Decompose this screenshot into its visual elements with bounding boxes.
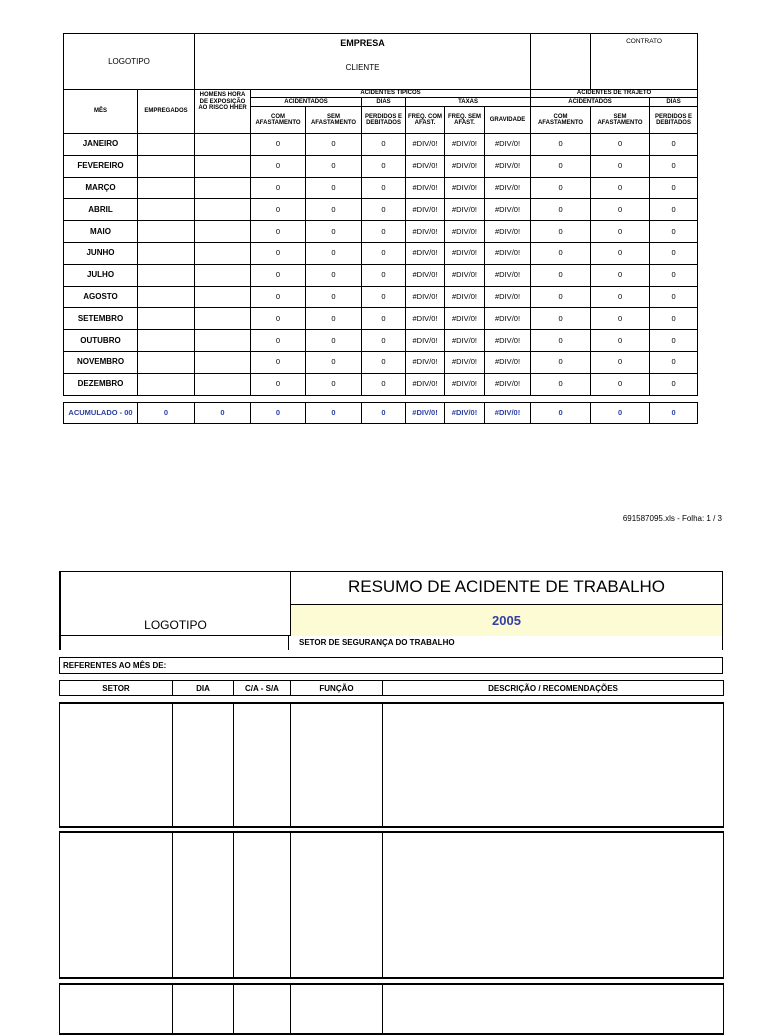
col-funcao: FUNÇÃO (291, 681, 383, 696)
logo-placeholder-2: LOGOTIPO (144, 618, 207, 632)
cell-freq-com: #DIV/0! (406, 155, 445, 177)
table-row (64, 351, 698, 373)
col-ca-sa: C/A - S/A (234, 681, 291, 696)
cell-trajeto-sem: 0 (591, 351, 650, 373)
cell-sem-afastamento: 0 (306, 308, 362, 330)
cell-perdidos: 0 (362, 242, 406, 264)
cell-gravidade: #DIV/0! (485, 330, 531, 352)
cell-month-name: AGOSTO (64, 286, 138, 308)
cell-hhe (195, 177, 251, 199)
cell-sem-afastamento: 0 (306, 242, 362, 264)
cell-trajeto-com: 0 (531, 308, 591, 330)
cell-trajeto-perdidos: 0 (650, 264, 698, 286)
total-sem: 0 (306, 402, 362, 423)
cell-com-afastamento: 0 (251, 286, 306, 308)
cell-trajeto-com: 0 (531, 330, 591, 352)
cell-month-name: JUNHO (64, 242, 138, 264)
cell-sem-afastamento: 0 (306, 373, 362, 395)
cell-gravidade: #DIV/0! (485, 199, 531, 221)
entry-dia[interactable] (173, 832, 234, 978)
cell-com-afastamento: 0 (251, 330, 306, 352)
cell-perdidos: 0 (362, 330, 406, 352)
entry-descricao[interactable] (383, 703, 724, 827)
cell-freq-sem: #DIV/0! (445, 155, 485, 177)
cell-freq-sem: #DIV/0! (445, 177, 485, 199)
col-sem-afastamento: SEM AFASTAMENTO (306, 107, 362, 134)
cell-sem-afastamento: 0 (306, 330, 362, 352)
cell-trajeto-sem: 0 (591, 330, 650, 352)
table-row (64, 242, 698, 264)
cell-hhe (195, 308, 251, 330)
report-entry-block (59, 831, 724, 979)
entry-setor[interactable] (60, 703, 173, 827)
cell-freq-sem: #DIV/0! (445, 330, 485, 352)
cell-trajeto-perdidos: 0 (650, 177, 698, 199)
table-row (64, 221, 698, 243)
cell-trajeto-com: 0 (531, 242, 591, 264)
cell-freq-com: #DIV/0! (406, 308, 445, 330)
cell-month-name: DEZEMBRO (64, 373, 138, 395)
table-row (64, 308, 698, 330)
total-label: ACUMULADO - 00 (64, 402, 138, 423)
col-perdidos: PERDIDOS E DEBITADOS (362, 107, 406, 134)
cell-trajeto-sem: 0 (591, 373, 650, 395)
cell-hhe (195, 286, 251, 308)
company-block (195, 34, 531, 90)
col-empregados: EMPREGADOS (138, 90, 195, 134)
cell-perdidos: 0 (362, 264, 406, 286)
total-freq-com: #DIV/0! (406, 402, 445, 423)
total-perdidos: 0 (362, 402, 406, 423)
cell-empregados (138, 308, 195, 330)
cell-month-name: SETEMBRO (64, 308, 138, 330)
cell-month-name: NOVEMBRO (64, 351, 138, 373)
col-dia: DIA (173, 681, 234, 696)
total-empregados: 0 (138, 402, 195, 423)
cell-hhe (195, 221, 251, 243)
cell-freq-com: #DIV/0! (406, 221, 445, 243)
report-entry-block (59, 702, 724, 828)
cell-perdidos: 0 (362, 308, 406, 330)
col-perdidos-trajeto: PERDIDOS E DEBITADOS (650, 107, 698, 134)
cell-com-afastamento: 0 (251, 242, 306, 264)
cell-gravidade: #DIV/0! (485, 134, 531, 156)
table-row (64, 330, 698, 352)
entry-ca-sa[interactable] (234, 984, 291, 1034)
report-year: 2005 (291, 604, 722, 636)
sub-taxas: TAXAS (406, 98, 531, 107)
cell-month-name: JULHO (64, 264, 138, 286)
cell-empregados (138, 286, 195, 308)
cell-trajeto-sem: 0 (591, 177, 650, 199)
entry-funcao[interactable] (291, 984, 383, 1034)
cell-hhe (195, 373, 251, 395)
table-row (64, 373, 698, 395)
cell-hhe (195, 351, 251, 373)
total-com: 0 (251, 402, 306, 423)
referentes-field: REFERENTES AO MÊS DE: (59, 657, 723, 674)
cell-hhe (195, 199, 251, 221)
cell-freq-com: #DIV/0! (406, 134, 445, 156)
col-com-afastamento-trajeto: COM AFASTAMENTO (531, 107, 591, 134)
logo-placeholder: LOGOTIPO (64, 34, 195, 90)
table-row (64, 155, 698, 177)
cell-hhe (195, 242, 251, 264)
cell-trajeto-perdidos: 0 (650, 242, 698, 264)
cell-hhe (195, 155, 251, 177)
sub-acidentados-trajeto: ACIDENTADOS (531, 98, 650, 107)
cell-trajeto-perdidos: 0 (650, 134, 698, 156)
cell-trajeto-sem: 0 (591, 286, 650, 308)
cell-trajeto-com: 0 (531, 373, 591, 395)
total-gravidade: #DIV/0! (485, 402, 531, 423)
cell-perdidos: 0 (362, 134, 406, 156)
month-rows (64, 134, 698, 396)
cell-month-name: JANEIRO (64, 134, 138, 156)
cell-trajeto-com: 0 (531, 134, 591, 156)
total-row (64, 402, 698, 423)
col-gravidade: GRAVIDADE (485, 107, 531, 134)
cell-freq-com: #DIV/0! (406, 330, 445, 352)
cell-trajeto-com: 0 (531, 155, 591, 177)
cell-com-afastamento: 0 (251, 177, 306, 199)
blank-cell (531, 34, 591, 90)
report-header (59, 571, 723, 636)
entry-ca-sa[interactable] (234, 832, 291, 978)
cell-trajeto-perdidos: 0 (650, 308, 698, 330)
cell-com-afastamento: 0 (251, 199, 306, 221)
cell-freq-sem: #DIV/0! (445, 242, 485, 264)
cell-empregados (138, 351, 195, 373)
cell-trajeto-com: 0 (531, 264, 591, 286)
cell-sem-afastamento: 0 (306, 134, 362, 156)
cell-sem-afastamento: 0 (306, 177, 362, 199)
cell-freq-sem: #DIV/0! (445, 199, 485, 221)
report-entry-block (59, 983, 724, 1035)
entry-dia[interactable] (173, 984, 234, 1034)
cell-sem-afastamento: 0 (306, 351, 362, 373)
cell-gravidade: #DIV/0! (485, 373, 531, 395)
cell-trajeto-perdidos: 0 (650, 221, 698, 243)
cell-gravidade: #DIV/0! (485, 221, 531, 243)
table-row (64, 264, 698, 286)
total-hhe: 0 (195, 402, 251, 423)
col-com-afastamento: COM AFASTAMENTO (251, 107, 306, 134)
cell-sem-afastamento: 0 (306, 264, 362, 286)
total-trajeto-com: 0 (531, 402, 591, 423)
cell-hhe (195, 330, 251, 352)
table-row (64, 199, 698, 221)
cell-perdidos: 0 (362, 199, 406, 221)
total-trajeto-sem: 0 (591, 402, 650, 423)
table-row (64, 177, 698, 199)
cell-hhe (195, 264, 251, 286)
cell-sem-afastamento: 0 (306, 286, 362, 308)
sub-dias: DIAS (362, 98, 406, 107)
cell-perdidos: 0 (362, 177, 406, 199)
cell-com-afastamento: 0 (251, 351, 306, 373)
cell-trajeto-sem: 0 (591, 221, 650, 243)
cell-trajeto-com: 0 (531, 177, 591, 199)
cell-empregados (138, 134, 195, 156)
cell-month-name: MAIO (64, 221, 138, 243)
entry-descricao[interactable] (383, 984, 724, 1034)
cell-freq-sem: #DIV/0! (445, 134, 485, 156)
cell-gravidade: #DIV/0! (485, 351, 531, 373)
entry-ca-sa[interactable] (234, 703, 291, 827)
cell-trajeto-sem: 0 (591, 242, 650, 264)
cell-sem-afastamento: 0 (306, 199, 362, 221)
spacer (64, 395, 698, 402)
cell-freq-com: #DIV/0! (406, 199, 445, 221)
cell-freq-com: #DIV/0! (406, 242, 445, 264)
cell-trajeto-perdidos: 0 (650, 286, 698, 308)
table-row (64, 286, 698, 308)
cell-perdidos: 0 (362, 286, 406, 308)
divider (288, 636, 289, 650)
cell-freq-com: #DIV/0! (406, 351, 445, 373)
cell-empregados (138, 373, 195, 395)
cell-empregados (138, 221, 195, 243)
total-freq-sem: #DIV/0! (445, 402, 485, 423)
cell-com-afastamento: 0 (251, 373, 306, 395)
cell-month-name: MARÇO (64, 177, 138, 199)
entry-setor[interactable] (60, 832, 173, 978)
cell-trajeto-perdidos: 0 (650, 155, 698, 177)
col-freq-com: FREQ. COM AFAST. (406, 107, 445, 134)
cell-trajeto-sem: 0 (591, 264, 650, 286)
cell-empregados (138, 177, 195, 199)
cell-trajeto-sem: 0 (591, 134, 650, 156)
entry-descricao[interactable] (383, 832, 724, 978)
cell-trajeto-sem: 0 (591, 308, 650, 330)
cell-trajeto-perdidos: 0 (650, 351, 698, 373)
cell-freq-com: #DIV/0! (406, 177, 445, 199)
cell-hhe (195, 134, 251, 156)
cell-empregados (138, 199, 195, 221)
report-title: RESUMO DE ACIDENTE DE TRABALHO (347, 577, 666, 596)
report-column-headers (59, 680, 724, 696)
cell-trajeto-perdidos: 0 (650, 199, 698, 221)
cell-gravidade: #DIV/0! (485, 155, 531, 177)
table-row (64, 134, 698, 156)
cell-com-afastamento: 0 (251, 134, 306, 156)
cell-trajeto-sem: 0 (591, 199, 650, 221)
cell-empregados (138, 155, 195, 177)
cell-freq-sem: #DIV/0! (445, 286, 485, 308)
entry-setor[interactable] (60, 984, 173, 1034)
col-freq-sem: FREQ. SEM AFAST. (445, 107, 485, 134)
cell-trajeto-perdidos: 0 (650, 373, 698, 395)
cell-perdidos: 0 (362, 221, 406, 243)
cell-sem-afastamento: 0 (306, 221, 362, 243)
divider (59, 636, 61, 650)
col-sem-afastamento-trajeto: SEM AFASTAMENTO (591, 107, 650, 134)
cell-month-name: FEVEREIRO (64, 155, 138, 177)
cell-perdidos: 0 (362, 373, 406, 395)
cell-freq-sem: #DIV/0! (445, 264, 485, 286)
cell-com-afastamento: 0 (251, 308, 306, 330)
cell-freq-sem: #DIV/0! (445, 351, 485, 373)
contrato-label: CONTRATO (591, 34, 698, 90)
cell-freq-sem: #DIV/0! (445, 373, 485, 395)
cell-trajeto-com: 0 (531, 221, 591, 243)
entry-funcao[interactable] (291, 703, 383, 827)
monthly-accident-table (63, 33, 698, 424)
group-tipicos: ACIDENTES TÍPICOS (251, 90, 531, 98)
cell-freq-sem: #DIV/0! (445, 308, 485, 330)
cell-com-afastamento: 0 (251, 221, 306, 243)
sub-dias-trajeto: DIAS (650, 98, 698, 107)
cell-freq-com: #DIV/0! (406, 373, 445, 395)
cell-month-name: ABRIL (64, 199, 138, 221)
cell-freq-sem: #DIV/0! (445, 221, 485, 243)
cell-trajeto-sem: 0 (591, 155, 650, 177)
cell-gravidade: #DIV/0! (485, 286, 531, 308)
page-footer: 691587095.xls - Folha: 1 / 3 (622, 514, 722, 523)
cliente-label: CLIENTE (345, 63, 380, 72)
cell-trajeto-perdidos: 0 (650, 330, 698, 352)
cell-gravidade: #DIV/0! (485, 264, 531, 286)
total-trajeto-perdidos: 0 (650, 402, 698, 423)
col-setor: SETOR (60, 681, 173, 696)
cell-empregados (138, 330, 195, 352)
cell-gravidade: #DIV/0! (485, 242, 531, 264)
divider (722, 636, 723, 650)
empresa-label: EMPRESA (340, 38, 385, 48)
cell-com-afastamento: 0 (251, 264, 306, 286)
cell-trajeto-com: 0 (531, 199, 591, 221)
cell-perdidos: 0 (362, 155, 406, 177)
sub-acidentados: ACIDENTADOS (251, 98, 362, 107)
cell-sem-afastamento: 0 (306, 155, 362, 177)
col-mes: MÊS (64, 90, 138, 134)
cell-gravidade: #DIV/0! (485, 308, 531, 330)
cell-month-name: OUTUBRO (64, 330, 138, 352)
col-hhe: HOMENS HORA DE EXPOSIÇÃO AO RISCO HHER (195, 90, 251, 134)
cell-empregados (138, 264, 195, 286)
cell-perdidos: 0 (362, 351, 406, 373)
cell-trajeto-com: 0 (531, 286, 591, 308)
cell-empregados (138, 242, 195, 264)
cell-trajeto-com: 0 (531, 351, 591, 373)
logo-cell (61, 572, 291, 635)
entry-funcao[interactable] (291, 832, 383, 978)
cell-com-afastamento: 0 (251, 155, 306, 177)
entry-dia[interactable] (173, 703, 234, 827)
col-descricao: DESCRIÇÃO / RECOMENDAÇÕES (383, 681, 724, 696)
cell-freq-com: #DIV/0! (406, 286, 445, 308)
cell-gravidade: #DIV/0! (485, 177, 531, 199)
setor-label: SETOR DE SEGURANÇA DO TRABALHO (299, 638, 455, 647)
group-trajeto: ACIDENTES DE TRAJETO (531, 90, 698, 98)
cell-freq-com: #DIV/0! (406, 264, 445, 286)
